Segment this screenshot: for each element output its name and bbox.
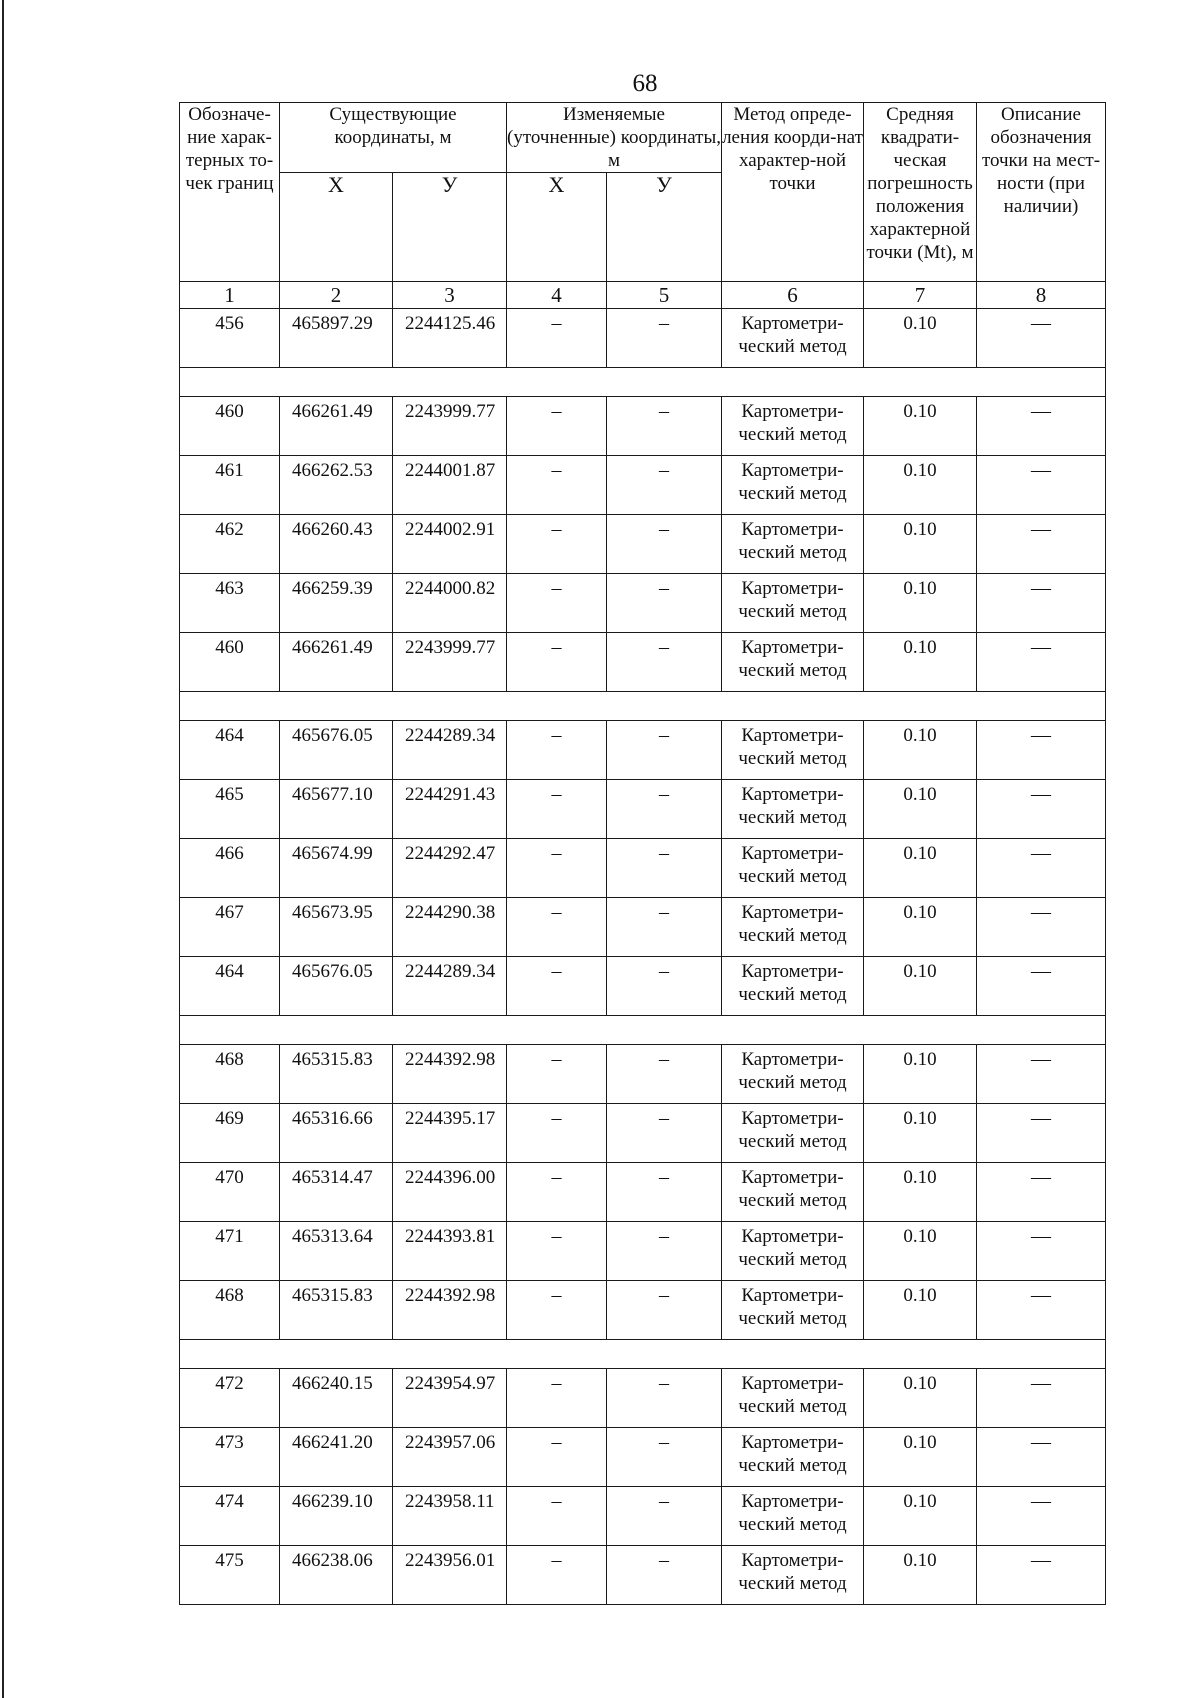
existing-y-cell: 2244393.81 xyxy=(393,1222,507,1281)
method-cell: Картометри-ческий метод xyxy=(722,1487,864,1546)
page-number: 68 xyxy=(632,70,658,97)
point-number-cell: 464 xyxy=(180,721,280,780)
mean-error-cell: 0.10 xyxy=(864,1369,977,1428)
existing-x-cell: 466240.15 xyxy=(280,1369,393,1428)
mean-error-cell: 0.10 xyxy=(864,1487,977,1546)
mean-error-cell: 0.10 xyxy=(864,957,977,1016)
changed-y-cell: – xyxy=(607,1546,722,1605)
mean-error-cell: 0.10 xyxy=(864,780,977,839)
existing-y-cell: 2244000.82 xyxy=(393,574,507,633)
mean-error-cell: 0.10 xyxy=(864,898,977,957)
changed-x-cell: – xyxy=(507,721,607,780)
existing-x-cell: 465315.83 xyxy=(280,1281,393,1340)
mean-error-cell: 0.10 xyxy=(864,456,977,515)
mean-error-cell: 0.10 xyxy=(864,633,977,692)
mean-error-cell: 0.10 xyxy=(864,721,977,780)
table-row xyxy=(180,633,1106,692)
changed-y-cell: – xyxy=(607,456,722,515)
point-number-cell: 456 xyxy=(180,309,280,368)
table-row xyxy=(180,721,1106,780)
existing-x-cell: 466239.10 xyxy=(280,1487,393,1546)
description-cell: — xyxy=(977,633,1106,692)
method-cell: Картометри-ческий метод xyxy=(722,1428,864,1487)
existing-y-cell: 2244292.47 xyxy=(393,839,507,898)
existing-x-cell: 465314.47 xyxy=(280,1163,393,1222)
header-changed-y: У xyxy=(607,173,722,282)
point-number-cell: 470 xyxy=(180,1163,280,1222)
existing-x-cell: 466260.43 xyxy=(280,515,393,574)
table-row xyxy=(180,456,1106,515)
description-cell: — xyxy=(977,1104,1106,1163)
method-cell: Картометри-ческий метод xyxy=(722,898,864,957)
changed-x-cell: – xyxy=(507,515,607,574)
table-row xyxy=(180,1369,1106,1428)
method-cell: Картометри-ческий метод xyxy=(722,1369,864,1428)
table-row xyxy=(180,397,1106,456)
existing-x-cell: 466259.39 xyxy=(280,574,393,633)
column-number-row xyxy=(180,282,1106,309)
table-row xyxy=(180,1428,1106,1487)
header-changed-coordinates: Изменяемые (уточненные) координаты, м xyxy=(507,104,721,171)
description-cell: — xyxy=(977,839,1106,898)
changed-y-cell: – xyxy=(607,957,722,1016)
table-row xyxy=(180,1045,1106,1104)
changed-y-cell: – xyxy=(607,1045,722,1104)
description-cell: — xyxy=(977,1281,1106,1340)
existing-y-cell: 2243958.11 xyxy=(393,1487,507,1546)
existing-x-cell: 466238.06 xyxy=(280,1546,393,1605)
existing-y-cell: 2244289.34 xyxy=(393,957,507,1016)
table-row xyxy=(180,309,1106,368)
mean-error-cell: 0.10 xyxy=(864,1546,977,1605)
changed-y-cell: – xyxy=(607,721,722,780)
contour-separator-row xyxy=(180,1016,1106,1045)
mean-error-cell: 0.10 xyxy=(864,1222,977,1281)
changed-x-cell: – xyxy=(507,957,607,1016)
method-cell: Картометри-ческий метод xyxy=(722,721,864,780)
description-cell: — xyxy=(977,1045,1106,1104)
changed-y-cell: – xyxy=(607,309,722,368)
separator-cell xyxy=(180,1340,1106,1369)
table-row xyxy=(180,780,1106,839)
table-row xyxy=(180,1546,1106,1605)
method-cell: Картометри-ческий метод xyxy=(722,1104,864,1163)
method-cell: Картометри-ческий метод xyxy=(722,633,864,692)
existing-y-cell: 2244289.34 xyxy=(393,721,507,780)
changed-x-cell: – xyxy=(507,780,607,839)
changed-x-cell: – xyxy=(507,898,607,957)
table-row xyxy=(180,1281,1106,1340)
description-cell: — xyxy=(977,1546,1106,1605)
point-number-cell: 474 xyxy=(180,1487,280,1546)
column-number: 7 xyxy=(864,282,977,309)
existing-x-cell: 465316.66 xyxy=(280,1104,393,1163)
existing-x-cell: 466261.49 xyxy=(280,633,393,692)
changed-x-cell: – xyxy=(507,839,607,898)
existing-y-cell: 2244125.46 xyxy=(393,309,507,368)
description-cell: — xyxy=(977,1369,1106,1428)
changed-x-cell: – xyxy=(507,1045,607,1104)
existing-y-cell: 2243954.97 xyxy=(393,1369,507,1428)
contour-separator-row xyxy=(180,368,1106,397)
description-cell: — xyxy=(977,1163,1106,1222)
existing-y-cell: 2244291.43 xyxy=(393,780,507,839)
changed-x-cell: – xyxy=(507,1428,607,1487)
changed-y-cell: – xyxy=(607,1369,722,1428)
description-cell: — xyxy=(977,957,1106,1016)
mean-error-cell: 0.10 xyxy=(864,1045,977,1104)
column-number: 5 xyxy=(607,282,722,309)
point-number-cell: 469 xyxy=(180,1104,280,1163)
existing-y-cell: 2244001.87 xyxy=(393,456,507,515)
mean-error-cell: 0.10 xyxy=(864,574,977,633)
changed-x-cell: – xyxy=(507,1222,607,1281)
table-row xyxy=(180,1487,1106,1546)
mean-error-cell: 0.10 xyxy=(864,839,977,898)
point-number-cell: 468 xyxy=(180,1045,280,1104)
table-header xyxy=(180,103,1106,309)
changed-y-cell: – xyxy=(607,1163,722,1222)
changed-y-cell: – xyxy=(607,839,722,898)
existing-y-cell: 2243957.06 xyxy=(393,1428,507,1487)
method-cell: Картометри-ческий метод xyxy=(722,1222,864,1281)
header-point-designation: Обозначе-ние харак-терных то-чек границ xyxy=(180,103,280,282)
table-row xyxy=(180,1104,1106,1163)
point-number-cell: 461 xyxy=(180,456,280,515)
description-cell: — xyxy=(977,397,1106,456)
changed-x-cell: – xyxy=(507,1546,607,1605)
mean-error-cell: 0.10 xyxy=(864,1281,977,1340)
description-cell: — xyxy=(977,309,1106,368)
existing-x-cell: 465674.99 xyxy=(280,839,393,898)
mean-error-cell: 0.10 xyxy=(864,397,977,456)
description-cell: — xyxy=(977,721,1106,780)
method-cell: Картометри-ческий метод xyxy=(722,397,864,456)
changed-y-cell: – xyxy=(607,633,722,692)
changed-y-cell: – xyxy=(607,1487,722,1546)
header-existing-coordinates: Существующие координаты, м xyxy=(280,103,507,173)
changed-x-cell: – xyxy=(507,1163,607,1222)
method-cell: Картометри-ческий метод xyxy=(722,574,864,633)
existing-x-cell: 465673.95 xyxy=(280,898,393,957)
changed-x-cell: – xyxy=(507,1369,607,1428)
point-number-cell: 472 xyxy=(180,1369,280,1428)
changed-y-cell: – xyxy=(607,1428,722,1487)
changed-y-cell: – xyxy=(607,1222,722,1281)
description-cell: — xyxy=(977,898,1106,957)
existing-y-cell: 2244392.98 xyxy=(393,1045,507,1104)
separator-cell xyxy=(180,1016,1106,1045)
point-number-cell: 465 xyxy=(180,780,280,839)
table-body xyxy=(180,309,1106,1605)
mean-error-cell: 0.10 xyxy=(864,1428,977,1487)
changed-y-cell: – xyxy=(607,574,722,633)
existing-y-cell: 2244290.38 xyxy=(393,898,507,957)
method-cell: Картометри-ческий метод xyxy=(722,839,864,898)
existing-x-cell: 466262.53 xyxy=(280,456,393,515)
table-row xyxy=(180,898,1106,957)
point-number-cell: 460 xyxy=(180,633,280,692)
table-row xyxy=(180,957,1106,1016)
changed-x-cell: – xyxy=(507,309,607,368)
mean-error-cell: 0.10 xyxy=(864,1104,977,1163)
header-method: Метод опреде-ления коорди-нат характер-ной точки xyxy=(722,103,864,282)
separator-cell xyxy=(180,368,1106,397)
changed-y-cell: – xyxy=(607,515,722,574)
method-cell: Картометри-ческий метод xyxy=(722,515,864,574)
changed-x-cell: – xyxy=(507,574,607,633)
page-edge-line xyxy=(2,0,4,1698)
description-cell: — xyxy=(977,1222,1106,1281)
description-cell: — xyxy=(977,574,1106,633)
contour-separator-row xyxy=(180,1340,1106,1369)
contour-separator-row xyxy=(180,692,1106,721)
method-cell: Картометри-ческий метод xyxy=(722,780,864,839)
method-cell: Картометри-ческий метод xyxy=(722,309,864,368)
point-number-cell: 460 xyxy=(180,397,280,456)
existing-x-cell: 466241.20 xyxy=(280,1428,393,1487)
header-changed-x: Х xyxy=(507,173,607,282)
changed-x-cell: – xyxy=(507,1281,607,1340)
table-row xyxy=(180,1163,1106,1222)
changed-x-cell: – xyxy=(507,1487,607,1546)
existing-x-cell: 465315.83 xyxy=(280,1045,393,1104)
mean-error-cell: 0.10 xyxy=(864,309,977,368)
existing-y-cell: 2243999.77 xyxy=(393,633,507,692)
point-number-cell: 466 xyxy=(180,839,280,898)
changed-y-cell: – xyxy=(607,397,722,456)
existing-x-cell: 465676.05 xyxy=(280,957,393,1016)
changed-y-cell: – xyxy=(607,1281,722,1340)
method-cell: Картометри-ческий метод xyxy=(722,1281,864,1340)
table-row xyxy=(180,839,1106,898)
header-existing-x: Х xyxy=(280,173,393,282)
changed-x-cell: – xyxy=(507,456,607,515)
column-number: 4 xyxy=(507,282,607,309)
point-number-cell: 471 xyxy=(180,1222,280,1281)
point-number-cell: 464 xyxy=(180,957,280,1016)
existing-x-cell: 465313.64 xyxy=(280,1222,393,1281)
changed-x-cell: – xyxy=(507,633,607,692)
existing-x-cell: 466261.49 xyxy=(280,397,393,456)
method-cell: Картометри-ческий метод xyxy=(722,1163,864,1222)
column-number: 6 xyxy=(722,282,864,309)
column-number: 1 xyxy=(180,282,280,309)
table-row xyxy=(180,515,1106,574)
existing-y-cell: 2244392.98 xyxy=(393,1281,507,1340)
point-number-cell: 467 xyxy=(180,898,280,957)
column-number: 8 xyxy=(977,282,1106,309)
header-existing-y: У xyxy=(393,173,507,282)
table-row xyxy=(180,574,1106,633)
description-cell: — xyxy=(977,515,1106,574)
mean-error-cell: 0.10 xyxy=(864,1163,977,1222)
changed-x-cell: – xyxy=(507,1104,607,1163)
table-row xyxy=(180,1222,1106,1281)
description-cell: — xyxy=(977,1428,1106,1487)
coordinates-table xyxy=(179,102,1106,1605)
description-cell: — xyxy=(977,1487,1106,1546)
method-cell: Картометри-ческий метод xyxy=(722,1045,864,1104)
point-number-cell: 463 xyxy=(180,574,280,633)
column-number: 2 xyxy=(280,282,393,309)
point-number-cell: 462 xyxy=(180,515,280,574)
method-cell: Картометри-ческий метод xyxy=(722,1546,864,1605)
existing-y-cell: 2244002.91 xyxy=(393,515,507,574)
existing-y-cell: 2244396.00 xyxy=(393,1163,507,1222)
existing-y-cell: 2244395.17 xyxy=(393,1104,507,1163)
changed-y-cell: – xyxy=(607,898,722,957)
existing-y-cell: 2243999.77 xyxy=(393,397,507,456)
changed-y-cell: – xyxy=(607,1104,722,1163)
existing-x-cell: 465676.05 xyxy=(280,721,393,780)
method-cell: Картометри-ческий метод xyxy=(722,957,864,1016)
point-number-cell: 468 xyxy=(180,1281,280,1340)
header-mean-error: Средняя квадрати-ческая погрешность положения характерной точки (Mt), м xyxy=(864,103,977,282)
column-number: 3 xyxy=(393,282,507,309)
description-cell: — xyxy=(977,780,1106,839)
changed-x-cell: – xyxy=(507,397,607,456)
description-cell: — xyxy=(977,456,1106,515)
separator-cell xyxy=(180,692,1106,721)
existing-x-cell: 465897.29 xyxy=(280,309,393,368)
existing-y-cell: 2243956.01 xyxy=(393,1546,507,1605)
header-description: Описание обозначения точки на мест-ности (при наличии) xyxy=(977,103,1106,282)
existing-x-cell: 465677.10 xyxy=(280,780,393,839)
point-number-cell: 473 xyxy=(180,1428,280,1487)
changed-y-cell: – xyxy=(607,780,722,839)
mean-error-cell: 0.10 xyxy=(864,515,977,574)
method-cell: Картометри-ческий метод xyxy=(722,456,864,515)
point-number-cell: 475 xyxy=(180,1546,280,1605)
